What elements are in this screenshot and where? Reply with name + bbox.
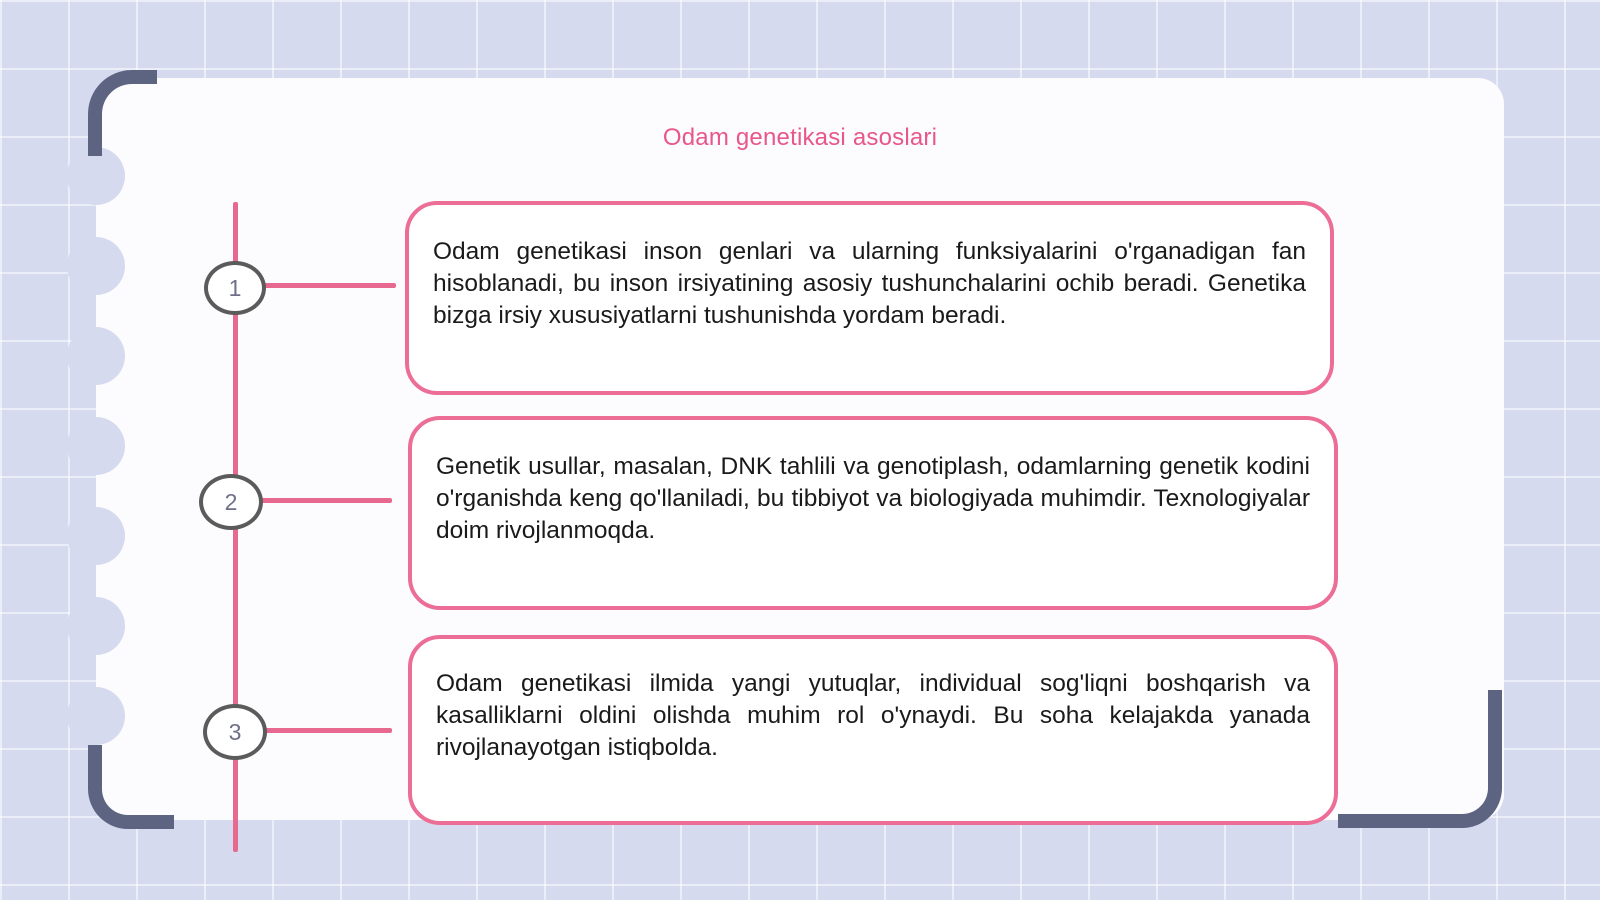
timeline-card-text: Odam genetikasi inson genlari va ularning funksiyalarini o'rganadigan fan hisoblanadi, bu inson irsiyatining asosiy tushunchalarini ochib beradi. Genetika bizga irsiy xususiyatlarni tushunishda yordam beradi. — [433, 238, 1306, 329]
notebook-notch — [67, 687, 125, 745]
timeline-number-badge — [203, 704, 267, 760]
timeline-connector — [258, 498, 392, 503]
notebook-notch — [67, 237, 125, 295]
timeline-card — [405, 201, 1334, 395]
notebook-notch — [67, 597, 125, 655]
corner-bracket-top-left — [88, 70, 157, 156]
timeline-number-badge — [199, 474, 263, 530]
corner-bracket-bottom-right — [1338, 690, 1502, 828]
timeline-card — [408, 635, 1338, 825]
timeline-number: 2 — [224, 488, 238, 515]
timeline-connector — [262, 728, 392, 733]
timeline-card-text: Genetik usullar, masalan, DNK tahlili va genotiplash, odamlarning genetik kodini o'rganishda keng qo'llaniladi, bu tibbiyot va biologiyada muhimdir. Texnologiyalar doim rivojlanmoqda. — [436, 453, 1310, 544]
timeline-number-badge — [204, 261, 266, 315]
timeline-card — [408, 416, 1338, 610]
timeline-number: 3 — [228, 718, 242, 745]
corner-bracket-bottom-left — [88, 745, 174, 829]
notebook-notch — [67, 327, 125, 385]
timeline-connector — [262, 283, 396, 288]
timeline-number: 1 — [228, 274, 242, 301]
timeline-card-text: Odam genetikasi ilmida yangi yutuqlar, individual sog'liqni boshqarish va kasalliklarni oldini olishda muhim rol o'ynaydi. Bu soha kelajakda yanada rivojlanayotgan istiqbolda. — [436, 670, 1310, 761]
notebook-notch — [67, 507, 125, 565]
slide-title: Odam genetikasi asoslari — [662, 124, 938, 151]
notebook-notch — [67, 417, 125, 475]
